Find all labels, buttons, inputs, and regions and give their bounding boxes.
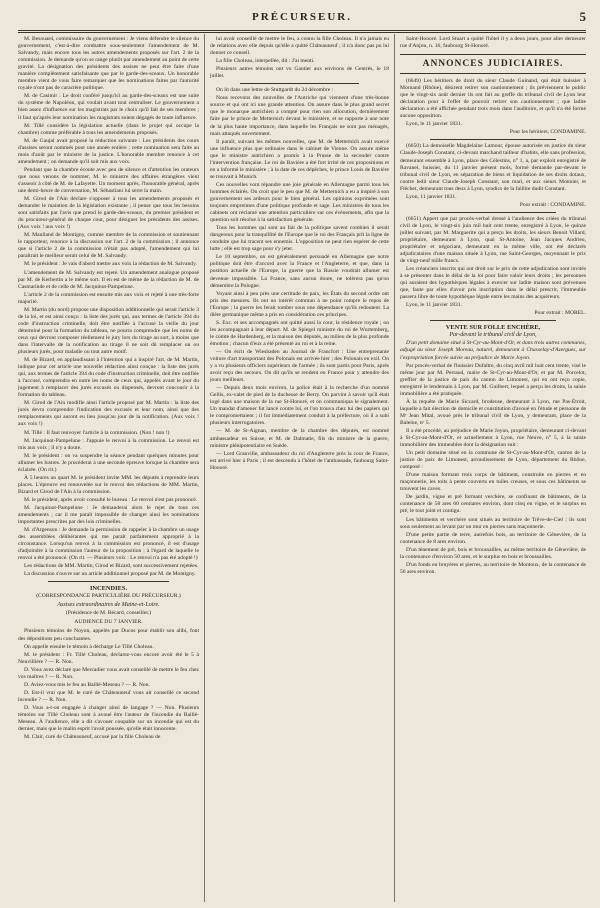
paragraph: — On écrit de Wiesbaden au Journal de Francfort : Une entreprenante voiture d'art transportant des Polonais est arrivée hier ; des Polonais en exil. On y a vu plusieurs officiers supérieurs de l'armée ; ils sont partis pour Paris, après avoir reçu des secours. On dit qu'ils se rendent en France pour y attendre des jours meilleurs. <box>210 348 389 384</box>
paragraph: Saint-Honoré. Lord Stuart a quitté l'hôtel il y a deux jours, pour aller demeurer rue d'Anjou, n. 16, faubourg St-Honoré. <box>400 36 586 50</box>
masthead-rule-2 <box>18 32 586 33</box>
column-1 <box>18 36 199 902</box>
foreign-news <box>210 87 389 471</box>
sale-notice <box>400 324 586 576</box>
paragraph: Le 10 septembre, on est généralement persuadé en Allemagne que notre politique doit être d'accord avec la France et l'Angleterre, et que, dans la position actuelle de l'Europe, la guerre que la Russie voudrait allumer est devenue impossible. La France, sans aucun doute, ne tolèrera pas qu'on démembre la Pologne. <box>210 254 389 289</box>
section-rule <box>240 83 359 84</box>
paragraph: Lyon, 11 janvier 1831. <box>406 193 457 200</box>
paragraph: Les créanciers inscrits qui ont droit sur le prix de cette adjudication sont invités à se présenter dans le délai de la loi pour faire valoir leurs droits ; les personnes qui auraient des hypothèques légales à exercer sur ladite maison sont prévenues que, faute par elles d'avoir pris inscription dans le délai prescrit, l'immeuble passera libre de toute hypothèque légale entre les mains des acquéreurs. <box>400 266 586 301</box>
correspondence-line: (CORRESPONDANCE PARTICULIÈRE DU PRÉCURSEUR.) <box>36 593 181 600</box>
paragraph: On appelle ensuite le témoin à décharge Le Tillé Choleau. <box>24 643 154 650</box>
trial-report <box>18 628 199 741</box>
paragraph: M. Jacquinot-Pampelune : J'appuie le renvoi à la commission. Le renvoi est mis aux voix ; il n'y a doute. <box>18 437 199 451</box>
paragraph: M. de Casimir : Le droit conféré jusqu'ici au garde-des-sceaux est une suite du système de Napoléon, qui voulait avant tout centraliser. Le gouvernement a bien assez d'influence sur les magistrats par le choix qu'il fait de ses membres ; il faut qu'après leur nomination les magistrats soient dégagés de toute influence. <box>18 93 199 121</box>
paragraph: S. Exc. et ses accompagnés ont quitté aussi la cour, la résidence royale ; on les accompagnait à leur départ. M. de Spiegel ministre du roi de Wurtemberg, le comte de Hardenberg, et la maison des députés, au milieu de la plus profonde émotion ; chacun d'eux a été présenté au roi et à la reine. <box>210 319 389 347</box>
page-number: 5 <box>579 9 586 24</box>
paragraph: lui avoir conseillé de mettre le feu, a connu la fille Choleau. Il n'a jamais eu de relations avec elle depuis qu'elle a quitté Châteauneuf ; il n'a donc pas pu lui donner ce conseil. <box>210 36 389 57</box>
paragraph: M. Jacquinot-Pampelune : Je demanderai alors le rejet de tous ces amendements ; car il me paraît impossible de changer ainsi les nominations importantes prescrites par des lois criminelles. <box>18 505 199 526</box>
paragraph: — Lord Granville, ambassadeur du roi d'Angleterre près la cour de France, est arrivé hier à Paris ; il est descendu à l'hôtel de l'ambassade, faubourg Saint-Honoré. <box>210 450 389 471</box>
paragraph: Par procès-verbal de l'huissier Dufaître, du cinq avril mil huit cent trente, visé le même jour par M. Perraud, maire de St-Cyr-au-Mont-d'Or, et par M. Porcelot, greffier de la justice de paix du canton de Limonest, qui en ont reçu copie, enregistré le lendemain à Lyon, par M. Guilbert, lequel a perçu les droits, la saisie immobilière a été pratiquée. <box>400 362 586 397</box>
paragraph: M. d'Argenson : Je demande la permission de rappeler à la chambre un usage des assemblées délibérantes qui me paraît parfaitement approprié à la circonstance. Lorsqu'un renvoi à la commission est prononcé, il est d'usage d'adjoindre à la commission l'auteur de la proposition ; à l'égard de laquelle le renvoi a été prononcé. (On rit. — Plusieurs voix : Le renvoi n'a pas été adopté !) <box>18 527 199 562</box>
paragraph: Plusieurs autres témoins ont vu Gautier aux environs de Gentrés, le 18 juillet. <box>210 66 389 80</box>
paragraph: D'un petit domaine situé à St-Cyr-au-Mont-d'Or, et dans trois autres communes, adjugé au sieur Joseph Moreau, naturel, demeurant à Chasselay-d'Azergues, sur l'expropriation forcée suivie au préjudice de Marie Joyon. <box>400 340 586 361</box>
masthead-rule <box>18 30 586 31</box>
paragraph: Il a été procédé, au préjudice de Marie Joyon, propriétaire, demeurant ci-devant à St-Cyr-au-Mont-d'Or, et actuellement à Lyon, rue Neuve, n° 5, à la saisie immobilière des immeubles dont la désignation suit : <box>400 427 586 449</box>
notice-rule <box>430 320 556 321</box>
notice-6650 <box>400 143 586 208</box>
paragraph: M. Girod de l'Ain modifie ainsi l'article proposé par M. Martin : la liste des jurés devra comprendre l'indication des excusés et leur nom, ainsi que des remplacements qui auront eu lieu jusqu'au jour de la notification. (Aux voix ! aux voix !) <box>18 400 199 428</box>
paragraph: M. le président : Fr. Tillé Choleau, déclarez-vous encore avoir été le 5 à Neuvillière ? — R. Non. <box>18 651 199 665</box>
paragraph: M. Tillé : Il faut renvoyer l'article à la commission. (Non ! non !) <box>24 429 170 436</box>
paragraph: Il paraît, suivant les mêmes nouvelles, que M. de Metternich avait exercé une influence plus que ordinaire dans le cabinet de Vienne. On assure même que le ministre autrichien a promis à la Prusse de la seconder contre l'intervention française. Le roi de Bavière a été fort irrité de ces propositions et en a informé le ministère ; à la date de ces dépêches, le prince Louis de Bavière se trouvait à Munich. <box>210 138 389 180</box>
paragraph: Un petit domaine situé en la commune de St-Cyr-au-Mont-d'Or, canton de la justice de paix de Limonest, arrondissement de Lyon, département du Rhône, composé : <box>400 450 586 471</box>
sale-subheading: Par-devant le tribunal civil de Lyon, <box>449 332 537 339</box>
column-divider <box>394 34 395 902</box>
paragraph: M. le président, après avoir consulté le bureau : Le renvoi n'est pas prononcé. <box>24 496 198 503</box>
masthead <box>18 6 586 28</box>
paragraph: D. Vous avez déclaré que Mercadier vous avait conseillé de mettre le feu chez vos maîtres ? — R. Non. <box>18 666 199 680</box>
notice-rule <box>430 139 556 140</box>
paragraph: M. Besouard, commissaire du gouvernement : Je viens défendre le silence du gouvernement, c'est-à-dire combattre sous-seulement l'amendement de M. Salvandy, mais encore tous les autres amendements proposés sur l'art. 2 de la commission. Je demande qu'on se range plutôt par amendement au point de cette gravité. La désignation des présidents des assises ne peut être faite d'une manière complètement satisfaisante que par le garde-des-sceaux. Un honorable membre vient de vous faire remarquer que les nominations faites par l'autorité royale n'ont pas de caractère politique. <box>18 36 199 92</box>
paragraph: (6649) Les héritiers de droit du sieur Claude Guinand, qui était huissier à Mornand (Rhône), désirent retirer son cautionnement ; ils préviennent le public que le vingt-six août dernier ils ont fait au greffe du tribunal civil de Lyon leur déclaration pour à l'effet de pouvoir retirer son cautionnement ; que ladite déclaration a été affichée pendant trois mois dans l'auditoire, et qu'il n'a été formé aucune opposition. <box>400 78 586 120</box>
paragraph: Lyon, le 11 janvier 1831. <box>406 121 463 128</box>
section-rule <box>400 54 586 55</box>
column-divider <box>204 34 205 902</box>
paragraph: Les rédactions de MM. Martin, Girod et Bizard, sont successivement rejetées. <box>24 563 199 570</box>
paragraph: Lyon, le 11 janvier 1831. <box>406 302 463 309</box>
paragraph: De jardin, vigne et pré formant verchère, se confinant de bâtiments, de la contenance de 58 ares 60 centiares environ, dont cinq en vigne, et le surplus en pré, le tout joint et contigu. <box>400 494 586 515</box>
paragraph: Tous les hommes qui sont au fait de la politique savent combien il serait dangereux pour la tranquillité de l'Europe que le roi des Français prît la ligne de conduite que lui tracent ses ennemis. L'opposition ne peut rien espérer de cette lutte ; elle est trop sage pour s'y jeter. <box>210 225 389 253</box>
paragraph: M. Martin (du nord) propose une disposition additionnelle qui serait l'article 3 de la loi, et est ainsi conçu : la liste des jurés qui, aux termes de l'article 394 du code d'instruction criminelle, doit être notifiée à l'accusé la veille du jour déterminé pour la formation du tableau, ne pourra comprendre que les noms de ceux qui devront composer réellement le jury lors du tirage au sort, à moins que dans l'intervalle de la notification au tirage il ne soit dû remplacer un ou plusieurs jurés, pour maladie ou tout autre motif. <box>18 306 199 356</box>
notice-6649 <box>400 78 586 136</box>
paragraph: L'amendement de M. Salvandy est rejeté. Un amendement analogue proposé par M. de Kerbertin a le même sort. Il en est de même de la rédaction de M. de Casmarinde et de celle de M. Jacquinot-Pampelune. <box>18 269 199 290</box>
notice-6651 <box>400 216 586 318</box>
paragraph: M. Clair, curé de Châteauneuf, accusé par la fille Choleau de <box>24 734 161 741</box>
paragraph: Ces nouvelles vont répandre une joie générale en Allemagne parmi tous les hommes éclairés. On croit que le peu que M. de Metternich a eu a inspiré à son gouvernement ses ardeurs pour le bien général. Les opinions exprimées sont toujours empreintes d'une politique profonde et sage. Les ministres de tous les cabinets ont réclamé une attention particulière sur ces événements, afin que la question soit résolue à la satisfaction générale. <box>210 181 389 224</box>
paragraph: M. le président : Je vais d'abord mettre aux voix la rédaction de M. Salvandy. <box>24 261 197 268</box>
paragraph: Voyant ainsi à peu près une certitude de paix, les États du second ordre ont pris des mesures. Ils ont un intérêt commun à ne point rompre le repos de l'Europe ; la guerre les ferait tomber sous une dépendance qu'ils redoutent. La diète germanique même a pris en considération ces principes. <box>210 290 389 318</box>
paragraph: D'une maison formant trois corps de bâtiment, construite en pierres et en maçonnerie, les toits à pente couverts en tuiles creuses, et sous ces bâtiments se trouvent les caves. <box>400 472 586 493</box>
section-heading: INCENDIES. <box>89 585 128 593</box>
paragraph: (6650) La demoiselle Magdelaine Lamour, épouse autorisée en justice du sieur Claude-Joseph Constant, ci-devant marchand tailleur d'habits, elle sans profession, demeurant ensemble à Lyon, place des Célestins, n° 1, a, par exploit enregistré de Ravanel, huissier, du 11 janvier présent mois, formé demande par-devant le tribunal civil de Lyon, en séparation de biens et liquidation de ses droits dotaux, contre ledit sieur Claude-Joseph Constant, son mari, et aux sieurs Monnier, et Fléchet, demeurant tous deux à Lyon, syndics de la faillite dudit Constant. <box>400 143 586 192</box>
paragraph: D'une petite partie de terre, autrefois bois, au territoire de Gênevière, de la contenance de 8 ares environ. <box>400 531 586 545</box>
paragraph: À 5 heures un quart M. le président invite MM. les députés à reprendre leurs places. L'épreuve est renouvelée sur le renvoi des rédactions de MM. Martin, Bizard et Girod de l'Ain à la commission. <box>18 474 199 495</box>
paragraph: D'un fonds en bruyères et pierres, au territoire de Montoux, de la contenance de 56 ares environ. <box>400 561 586 575</box>
paragraph: On lit dans une lettre de Stuttgardt du 24 décembre : <box>216 87 334 94</box>
announcements-heading: ANNONCES JUDICIAIRES. <box>422 59 564 70</box>
section-rule <box>400 73 586 74</box>
paragraph: La fille Choleau, interpellée, dit : J'ai menti. <box>216 58 315 65</box>
paragraph: D'un tènement de pré, bois et broussailles, au même territoire de Gênevière, de la contenance d'environ 50 ares, et le surplus en bois et broussailles. <box>400 546 586 560</box>
notice-signature: Pour extrait : MOREL. <box>534 310 586 317</box>
notice-signature: Pour les héritiers, CONDAMINE. <box>509 129 586 136</box>
paragraph: D. Vous a-t-on engagée à changer ainsi de langage ? — Non. Plusieurs témoins sur Tillé Choleau sont à avoué être l'auteur de l'incendie du Baillé-Meseau. À l'audience, elle a dit s'avouer coupable sur un incendie qui est du dernier, mais que le malin esprit l'avait poussée, qu'elle était innocente. <box>18 704 199 733</box>
paragraph: L'article 2 de la commission est ensuite mis aux voix et rejeté à une très-forte majorité. <box>18 291 199 305</box>
paragraph: Nous recevons des nouvelles de l'Autriche qui viennent d'une très-bonne source et qui ont ici une grande attention. On assure dans le plus grand secret que le monarque autrichien a compté pour rien son allocution, dernièrement faite par le prince de Metternich devant le ministère, et se rapporte à une note de la plus haute importance, dans laquelle les Français ne sont pas ménagés, mais attaqués ouvertement. <box>210 95 389 137</box>
paragraph: À la requête de Marie Siccard, brodeuse, demeurant à Lyon, rue Pas-Étroit, laquelle a fait élection de domicile et constitution d'avoué en l'étude et personne de Mᵉ Jean Mital, avoué près le tribunal civil de Lyon, y demeurant, place de la Baleine, nᵒ 5. <box>400 398 586 426</box>
court-presidency: (Présidence de M. Bécard, conseiller.) <box>65 610 152 617</box>
paragraph: M. le président : on va suspendre la séance pendant quelques minutes pour allumer les lustres. Je procéderai à une seconde épreuve lorsque la chambre sera éclairée. (On rit.) <box>18 452 199 473</box>
trial-report-continued <box>210 36 389 80</box>
debate-report <box>18 36 199 578</box>
paragraph: Plusieurs témoins de Noyon, appelés par Ducos pour établir son alibi, font des dépositions peu concluantes. <box>18 628 199 642</box>
paragraph: M. Maulland de Montigny, comme membre de la commission et soutiennant le rapporteur, renonce à la discussion sur l'art. 2 de la commission ; il annonce que si l'article 2 de la commission n'était pas adopté, l'amendement qui lui paraîtrait le meilleur serait celui de M. Salvandy. <box>18 232 199 260</box>
section-rule <box>48 581 169 582</box>
paragraph: Les bâtiments et verchère sont situés au territoire de Trêve-de-Ciel ; ils sont sous seulement au levant par un mur en pierres sans maçonnerie. <box>400 516 586 530</box>
paragraph: M. de Gaujal avait proposé la réduction suivante : Les présidents des cours d'assises seront nommés pour une année entière ; cette nomination sera faite au mois d'août par le ministre de la justice. L'honorable membre renonce à cet amendement ; on demande qu'il soit mis aux voix. <box>18 137 199 165</box>
paragraph: D. Est-il vrai que M. le curé de Châteauneuf vous ait conseillé ce second incendie ? — R. Non. <box>18 689 199 703</box>
newspaper-title: PRÉCURSEUR. <box>252 11 352 23</box>
paragraph: M. de Bizard, en applaudissant à l'intention qui a inspiré l'art. de M. Martin, indique pour cet article une nouvelle rédaction ainsi conçue : la liste des jurés qui, aux termes de l'article 394 du code d'instruction criminelle, doit être notifiée à l'accusé, comprendra en outre les noms de ceux qui, appelés avant le jour du jugement à remplacer des jurés excusés ou dispensés, devront concourir à la formation du tableau. <box>18 357 199 399</box>
paragraph: (6651) Appert que par procès-verbal dressé à l'audience des criées du tribunal civil de Lyon, le vingt-six juin mil huit cent trente, enregistré à Lyon, le quinze juillet suivant, par M. Marguerite qui a perçu les droits, les sieurs Benoit Villard, propriétaire, demeurant à Lyon, quai St-Antoine, Jean Jacques Andrieu, propriétaire et négociant, demeurant en la même ville, ont été déclarés adjudicataires d'une maison située à Lyon, rue Saint-Georges, moyennant le prix de vingt-neuf mille francs. <box>400 215 586 265</box>
paragraph: D. Aviez-vous mis le feu au Baillé-Meseau ? — R. Non. <box>24 681 150 688</box>
paragraph: La discussion s'ouvre sur un article additionnel proposé par M. de Montigny. <box>24 571 196 578</box>
notice-rule <box>430 212 556 213</box>
column-2 <box>210 36 389 902</box>
court-name: Assises extraordinaires de Maine-et-Loire. <box>57 602 160 609</box>
session-date: AUDIENCE DU 7 JANVIER. <box>74 619 143 626</box>
paragraph: Pendant que la chambre écoute avec peu de silence et d'attention les orateurs que nous venons de nommer, M. le ministre des affaires étrangères vient s'asseoir à côté de M. de Lafayette. Un moment après, l'honorable général, après une demi-heure de conversation, M. Sébastiani lui serre la main. <box>18 166 199 194</box>
paragraph: — Depuis deux mois environ, la police était à la recherche d'un nommé Gellis, ex-valet de pied de la duchesse de Berry. On parvint à savoir qu'il était logé dans une maison de la rue St-Honoré, et on communiqua le signalement. Un mandat d'amener fut lancé contre lui, et l'on trouva chez lui des papiers qui le compromettaient ; il fut immédiatement conduit à la préfecture, où il a subi plusieurs interrogatoires. <box>210 385 389 427</box>
paragraph: — M. de St-Aignan, membre de la chambre des députés, est nommé ambassadeur en Suisse, et M. de Dalmatie, fils du ministre de la guerre, ministre plénipotentiaire en Suède. <box>210 428 389 449</box>
sale-heading: VENTE SUR FOLLE ENCHÈRE, <box>445 324 541 332</box>
paragraph: M. Girod de l'Ain déclare s'opposer à tous les amendements proposés et demander le maintien de la législation existante ; il pense que tous les besoins sont satisfaits par l'avis que prend le garde-des-sceaux, du premier président et du procureur-général de chaque cour, pour désigner les présidents des assises. (Aux voix ! aux voix !) <box>18 196 199 231</box>
notice-signature: Pour extrait : CONDAMINE. <box>519 201 586 208</box>
paragraph: M. Tillé considère la législation actuelle (dans le projet qui occupe la chambre) comme préférable à tous les amendements proposés. <box>18 122 199 136</box>
column-3 <box>400 36 586 902</box>
